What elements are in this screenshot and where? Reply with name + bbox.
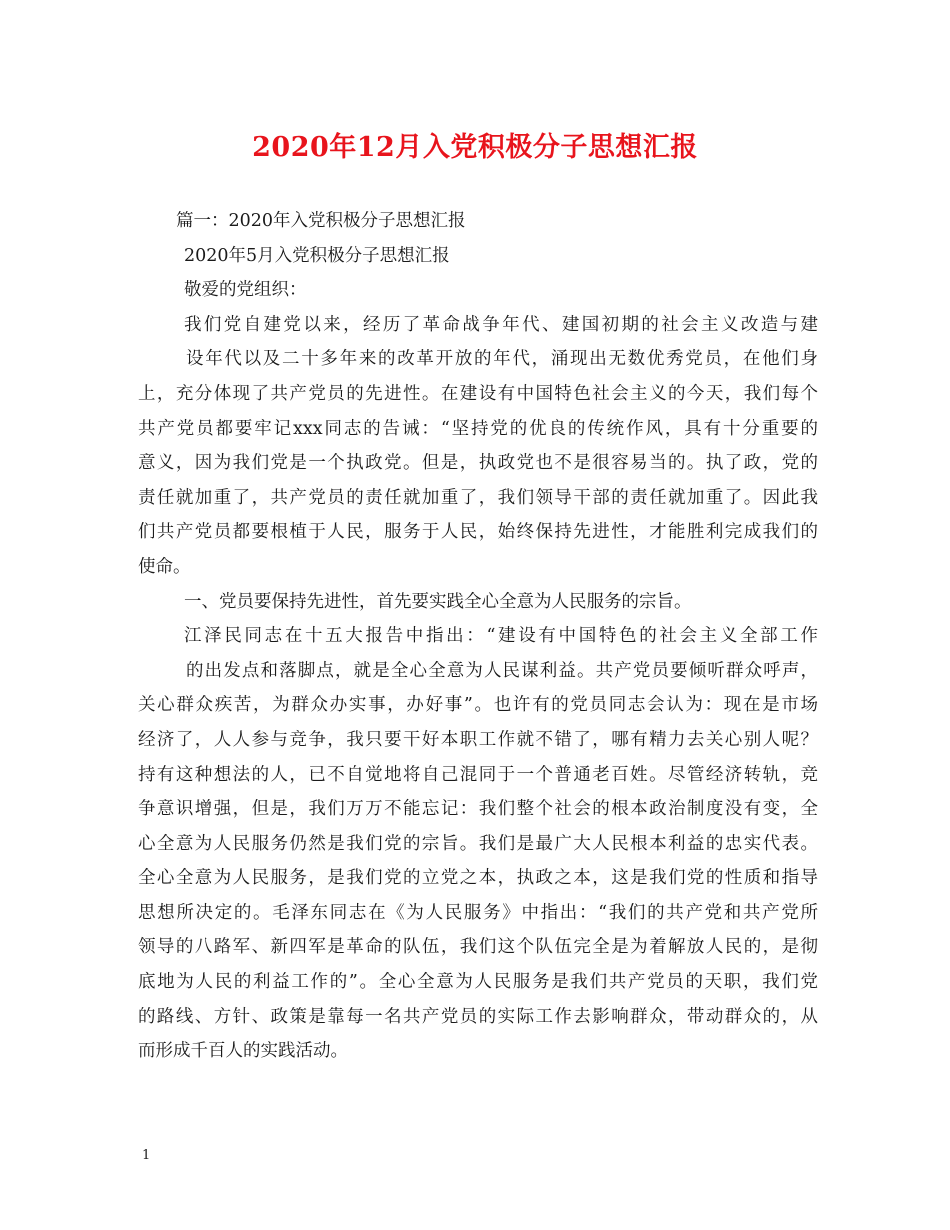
paragraph-line: 我们党自建党以来，经历了革命战争年代、建国初期的社会主义改造与建 <box>184 314 818 335</box>
paragraph-line: 们共产党员都要根植于人民，服务于人民，始终保持先进性，才能胜利完成我们的 <box>138 522 818 543</box>
document-body <box>138 204 818 1069</box>
paragraph-line: 而形成千百人的实践活动。 <box>138 1041 348 1062</box>
paragraph-line: 江泽民同志在十五大报告中指出：“建设有中国特色的社会主义全部工作 <box>184 626 818 647</box>
paragraph-line: 的路线、方针、政策是靠每一名共产党员的实际工作去影响群众，带动群众的，从 <box>138 1006 818 1027</box>
paragraph-line: 的出发点和落脚点，就是全心全意为人民谋利益。共产党员要倾听群众呼声， <box>186 660 818 681</box>
paragraph-line: 责任就加重了，共产党员的责任就加重了，我们领导干部的责任就加重了。因此我 <box>138 487 818 508</box>
paragraph-line: 使命。 <box>138 556 191 577</box>
paragraph-line: 领导的八路军、新四军是革命的队伍，我们这个队伍完全是为着解放人民的，是彻 <box>138 937 818 958</box>
paragraph-line: 关心群众疾苦，为群众办实事，办好事”。也许有的党员同志会认为：现在是市场 <box>138 695 818 716</box>
subtitle-line: 2020年5月入党积极分子思想汇报 <box>184 245 450 266</box>
paragraph-line: 持有这种想法的人，已不自觉地将自己混同于一个普通老百姓。尽管经济转轨，竞 <box>138 764 818 785</box>
page-number: 1 <box>142 1148 151 1163</box>
paragraph-line: 共产党员都要牢记xxx同志的告诫：“坚持党的优良的传统作风，具有十分重要的 <box>138 418 818 439</box>
paragraph-line: 争意识增强，但是，我们万万不能忘记：我们整个社会的根本政治制度没有变，全 <box>138 799 818 820</box>
paragraph-line: 心全意为人民服务仍然是我们党的宗旨。我们是最广大人民根本利益的忠实代表。 <box>138 833 818 854</box>
paragraph-line: 经济了，人人参与竞争，我只要干好本职工作就不错了，哪有精力去关心别人呢？ <box>138 729 818 750</box>
section-point-heading: 一、党员要保持先进性，首先要实践全心全意为人民服务的宗旨。 <box>184 591 692 612</box>
paragraph-line: 全心全意为人民服务，是我们党的立党之本，执政之本，这是我们党的性质和指导 <box>138 868 818 889</box>
salutation: 敬爱的党组织： <box>184 280 307 301</box>
paragraph-line: 思想所决定的。毛泽东同志在《为人民服务》中指出：“我们的共产党和共产党所 <box>138 902 818 923</box>
paragraph-line: 意义，因为我们党是一个执政党。但是，执政党也不是很容易当的。执了政，党的 <box>138 453 818 474</box>
paragraph-line: 上，充分体现了共产党员的先进性。在建设有中国特色社会主义的今天，我们每个 <box>138 383 818 404</box>
paragraph-line: 底地为人民的利益工作的”。全心全意为人民服务是我们共产党员的天职，我们党 <box>138 972 818 993</box>
paragraph-line: 设年代以及二十多年来的改革开放的年代，涌现出无数优秀党员，在他们身 <box>186 349 818 370</box>
document-title: 2020年12月入党积极分子思想汇报 <box>252 132 698 163</box>
section-heading: 篇一：2020年入党积极分子思想汇报 <box>176 211 466 231</box>
